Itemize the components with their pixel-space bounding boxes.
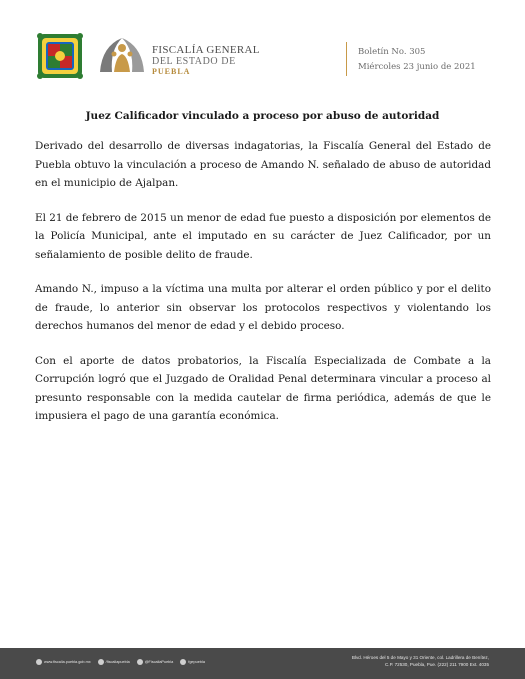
paragraph-4: Con el aporte de datos probatorios, la Fiscalía Especializada de Combate a la Corrupción logró que el Juzgado de Oralidad Penal determinara vincular a proceso al presunto responsable con la medida cautelar de firma periódica, además de que le impusiera el pago de una garantía económica.	[35, 354, 491, 422]
press-release-title: Juez Calificador vinculado a proceso por abuso de autoridad	[85, 110, 440, 122]
social-twitter-text: @FiscaliaPuebla	[144, 660, 174, 664]
social-twitter[interactable]	[137, 659, 174, 665]
page-footer	[0, 648, 525, 679]
brand-wordmark	[152, 44, 282, 77]
social-links	[36, 659, 205, 665]
bulletin-date: Miércoles 23 junio de 2021	[358, 62, 476, 72]
social-facebook-text: /fiscaliapuebla	[105, 660, 130, 664]
social-instagram-text: fgepuebla	[188, 660, 205, 664]
brand-line-2: DEL ESTADO DE	[152, 56, 236, 67]
address-line-2: C.P. 72530, Puebla, Pue. (222) 211 7900 Ext. 4035	[384, 661, 489, 667]
footer-address	[259, 655, 489, 668]
paragraph-2: El 21 de febrero de 2015 un menor de edad fue puesto a disposición por elementos de la Policía Municipal, ante el imputado en su carácter de Juez Calificador, por un señalamiento de posible delito de fraude.	[35, 211, 491, 261]
web-icon	[36, 659, 42, 665]
facebook-icon	[98, 659, 104, 665]
social-instagram[interactable]	[180, 659, 205, 665]
puebla-state-seal-icon	[34, 30, 86, 82]
fiscalia-emblem-icon	[94, 28, 150, 78]
social-web-text: www.fiscalia.puebla.gob.mx	[44, 660, 91, 664]
social-web[interactable]	[36, 659, 91, 665]
paragraph-3: Amando N., impuso a la víctima una multa por alterar el orden público y por el delito de fraude, lo anterior sin observar los protocolos respectivos y violentando los derechos humanos del menor de edad y el debido proceso.	[35, 283, 491, 332]
brand-line-3: PUEBLA	[152, 67, 191, 76]
twitter-icon	[137, 659, 143, 665]
press-release-body	[35, 137, 491, 442]
paragraph-1: Derivado del desarrollo de diversas indagatorias, la Fiscalía General del Estado de Puebla obtuvo la vinculación a proceso de Amando N. señalado de abuso de autoridad en el municipio de Ajalpan.	[35, 140, 491, 189]
address-line-1: Blvd. Héroes del 5 de Mayo y 31 Oriente, col. Ladrillera de Benítez,	[351, 655, 489, 660]
social-facebook[interactable]	[98, 659, 130, 665]
bulletin-number: Boletín No. 305	[358, 47, 426, 57]
bulletin-meta	[358, 45, 476, 75]
brand-line-1: FISCALÍA GENERAL	[152, 44, 260, 56]
instagram-icon	[180, 659, 186, 665]
header-divider	[346, 42, 347, 76]
page-header	[0, 0, 525, 100]
